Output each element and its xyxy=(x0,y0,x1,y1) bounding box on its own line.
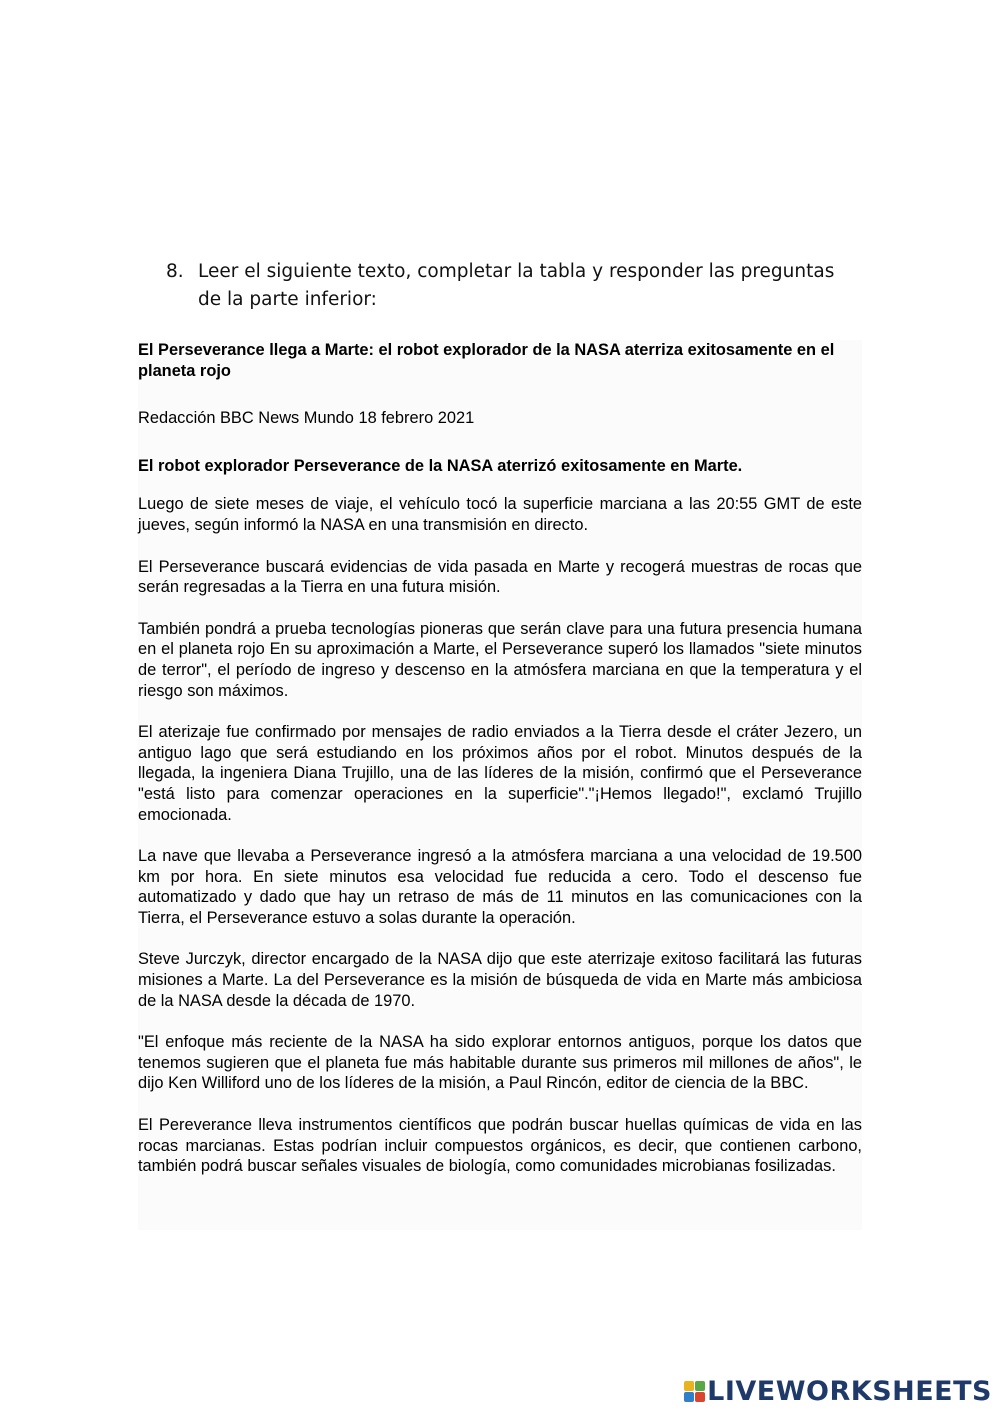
article-paragraph: El Perseverance buscará evidencias de vida pasada en Marte y recogerá muestras de rocas que serán regresadas a la Tierra en una futura misión. xyxy=(138,557,862,597)
instruction xyxy=(166,258,866,314)
instruction-number: 8. xyxy=(166,261,184,282)
logo-text: LIVEWORKSHEETS xyxy=(707,1376,992,1407)
article-paragraph: El aterizaje fue confirmado por mensajes de radio enviados a la Tierra desde el cráter Jezero, un antiguo lago que será estudiando en los próximos años por el robot. Minutos después de la llegada, la ingeniera Diana Trujillo, una de las líderes de la misión, confirmó que el Perseverance "está listo para comenzar operaciones en la superficie"."¡Hemos llegado!", exclamó Trujillo emocionada. xyxy=(138,723,862,824)
liveworksheets-logo xyxy=(684,1376,992,1407)
instruction-text: Leer el siguiente texto, completar la tabla y responder las preguntas de la parte inferior: xyxy=(198,261,835,310)
article-paragraph: El Pereverance lleva instrumentos científicos que podrán buscar huellas químicas de vida en las rocas marcianas. Estas podrían incluir compuestos orgánicos, es decir, que contienen carbono, también podrá buscar señales visuales de biología, como comunidades microbianas fosilizadas. xyxy=(138,1116,862,1176)
article-paragraph: La nave que llevaba a Perseverance ingresó a la atmósfera marciana a una velocidad de 19.500 km por hora. En siete minutos esa velocidad fue reducida a cero. Todo el descenso fue automatizado y dado que hay un retraso de más de 11 minutos en las comunicaciones con la Tierra, el Perseverance estuvo a solas durante la operación. xyxy=(138,847,862,927)
logo-square-red xyxy=(695,1392,705,1402)
logo-square-yellow xyxy=(684,1381,694,1391)
article-headline: El Perseverance llega a Marte: el robot explorador de la NASA aterriza exitosamente en el planeta rojo xyxy=(138,341,835,380)
article-paragraph: Steve Jurczyk, director encargado de la NASA dijo que este aterrizaje exitoso facilitará las futuras misiones a Marte. La del Perseverance es la misión de búsqueda de vida en Marte más ambiciosa de la NASA desde la década de 1970. xyxy=(138,950,862,1010)
article-paragraph: También pondrá a prueba tecnologías pioneras que serán clave para una futura presencia humana en el planeta rojo En su aproximación a Marte, el Perseverance superó los llamados "siete minutos de terror", el período de ingreso y descenso en la atmósfera marciana en que la temperatura y el riesgo son máximos. xyxy=(138,619,862,700)
article-paragraph: Luego de siete meses de viaje, el vehículo tocó la superficie marciana a las 20:55 GMT de este jueves, según informó la NASA en una transmisión en directo. xyxy=(138,495,862,534)
logo-square-green xyxy=(695,1381,705,1391)
article xyxy=(138,340,862,1230)
article-paragraph: "El enfoque más reciente de la NASA ha sido explorar entornos antiguos, porque los datos que tenemos sugieren que el planeta fue más habitable durante sus primeros mil millones de años", le dijo Ken Williford uno de los líderes de la misión, a Paul Rincón, editor de ciencia de la BBC. xyxy=(138,1033,862,1093)
article-byline: Redacción BBC News Mundo 18 febrero 2021 xyxy=(138,409,475,428)
logo-square-blue xyxy=(684,1392,694,1402)
logo-mark-icon xyxy=(684,1381,705,1402)
article-lead: El robot explorador Perseverance de la NASA aterrizó exitosamente en Marte. xyxy=(138,456,743,475)
